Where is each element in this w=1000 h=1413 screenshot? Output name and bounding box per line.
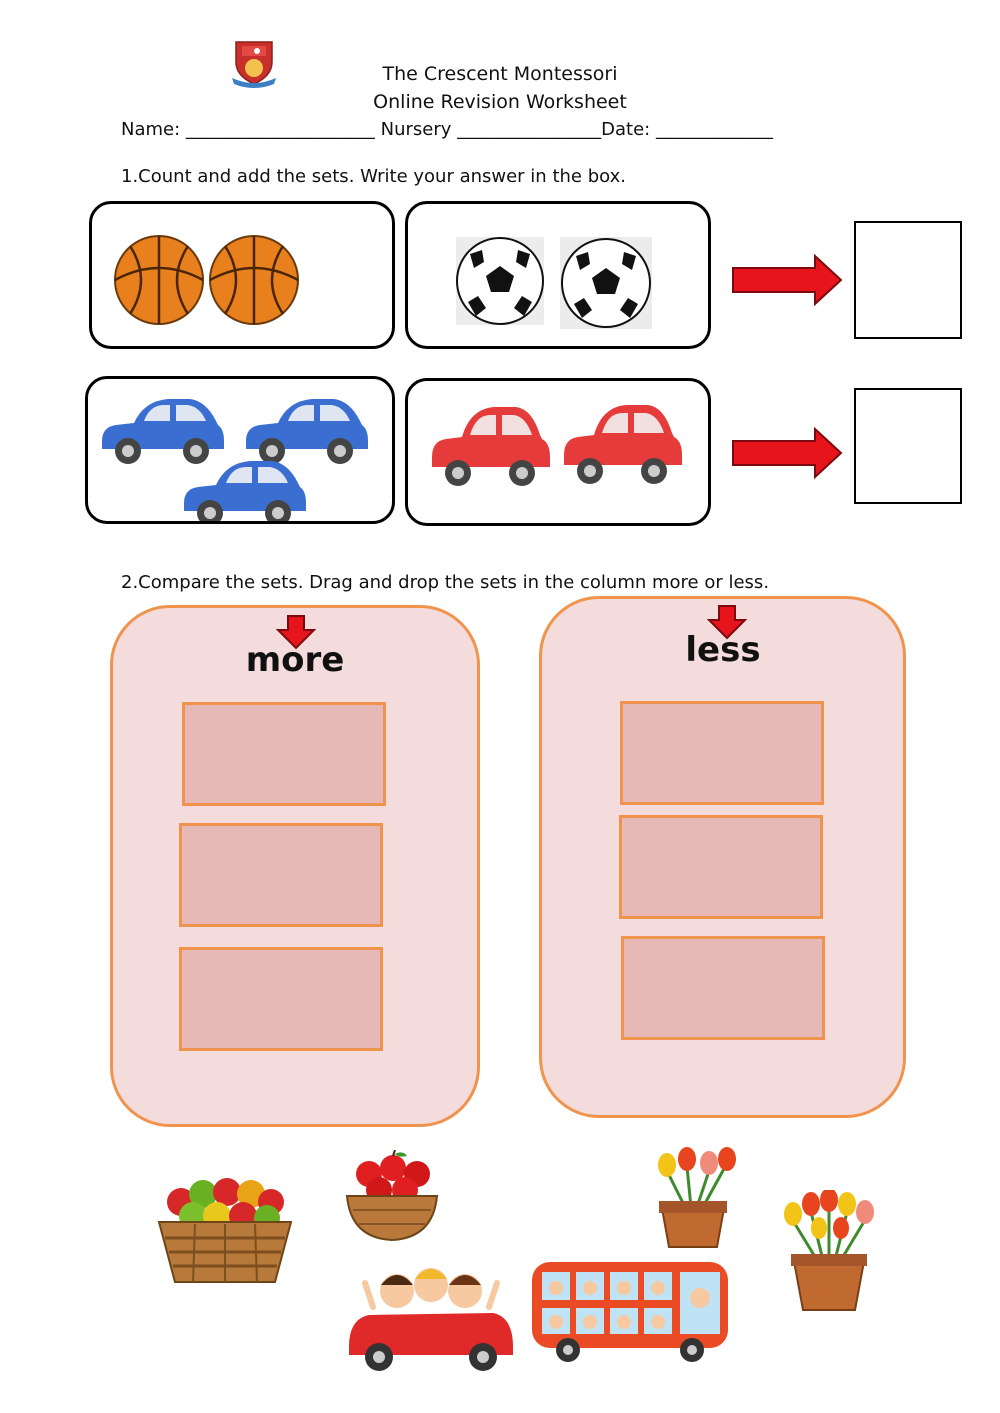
fruit-basket-icon[interactable] [155,1172,295,1286]
less-drop-slot[interactable] [619,815,823,919]
answer-box-2[interactable] [854,388,962,504]
arrow-right-icon [731,427,843,479]
answer-box-1[interactable] [854,221,962,339]
class-label: Nursery [380,119,452,140]
class-field[interactable]: ________________ [457,119,602,140]
red-car-icon [564,405,682,484]
blue-car-icon [184,461,306,521]
more-drop-slot[interactable] [182,702,386,806]
worksheet-title: Online Revision Worksheet [373,91,627,113]
info-line [121,119,773,140]
date-field[interactable]: _____________ [655,119,773,140]
kids-in-bus-icon[interactable] [528,1258,732,1366]
more-drop-slot[interactable] [179,823,383,927]
tulip-pot-small-icon[interactable] [647,1145,739,1249]
name-field[interactable]: _____________________ [185,119,375,140]
more-drop-slot[interactable] [179,947,383,1051]
arrow-right-icon [731,254,843,306]
set-box-soccer-balls [405,201,711,349]
question-2-instruction: 2.Compare the sets. Drag and drop the sets in the column more or less. [121,572,770,593]
tulip-pot-large-icon[interactable] [779,1190,879,1312]
question-1-instruction: 1.Count and add the sets. Write your answer in the box. [121,166,626,187]
basketball-icon [115,236,203,324]
soccer-ball-icon [457,238,543,324]
date-label: Date: [601,119,651,140]
set-box-basketballs [89,201,395,349]
red-car-icon [432,407,550,486]
set-box-blue-cars [85,376,395,524]
kids-in-car-icon[interactable] [345,1255,517,1375]
set-box-red-cars [405,378,711,526]
school-name: The Crescent Montessori [382,63,618,85]
less-label: less [685,630,761,670]
apple-bowl-icon[interactable] [343,1150,441,1244]
basketball-icon [210,236,298,324]
blue-car-icon [102,399,224,464]
more-label: more [245,640,345,680]
blue-car-icon [246,399,368,464]
soccer-ball-icon [562,239,650,327]
less-drop-slot[interactable] [620,701,824,805]
name-label: Name: [121,119,181,140]
less-drop-slot[interactable] [621,936,825,1040]
